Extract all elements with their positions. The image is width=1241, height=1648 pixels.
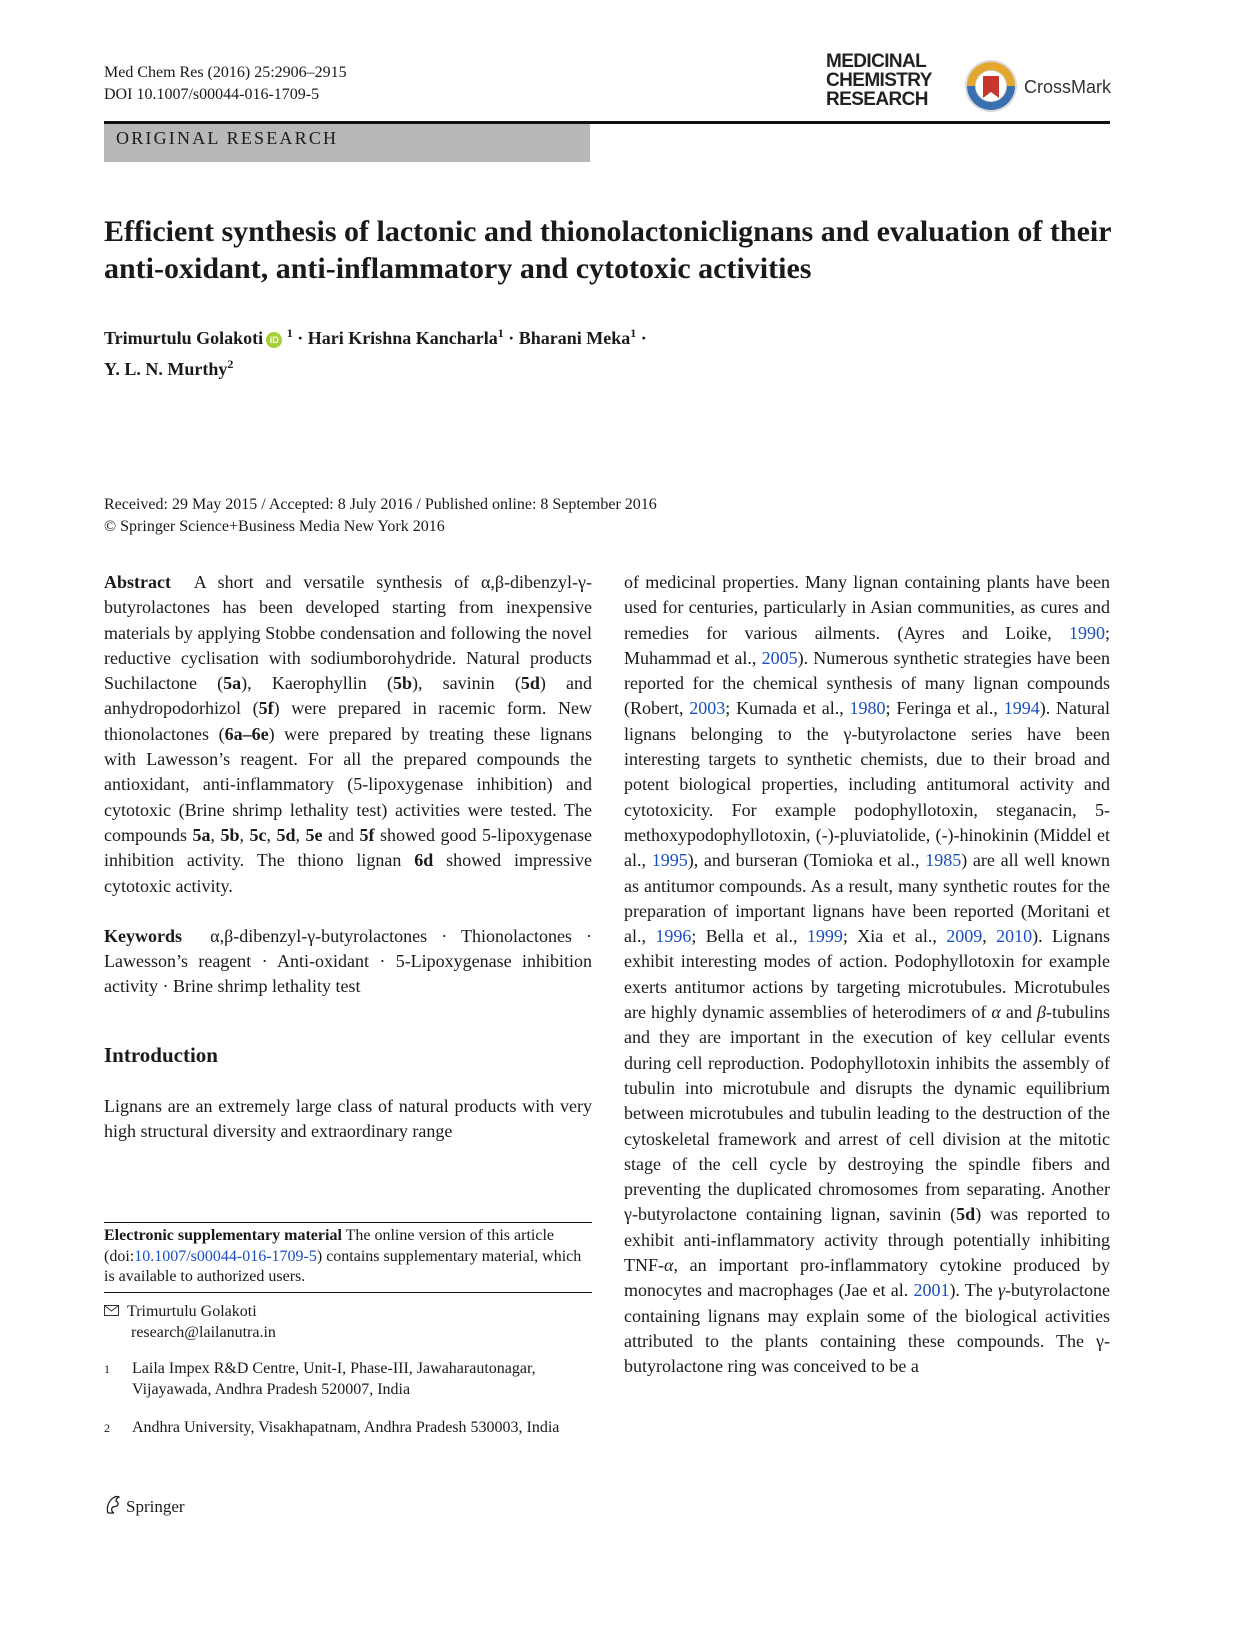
citation-link[interactable]: 1985 xyxy=(925,850,962,871)
keyword-separator: · xyxy=(369,951,396,972)
copyright-line: © Springer Science+Business Media New York 2016 xyxy=(104,518,445,535)
citation-link[interactable]: 2001 xyxy=(913,1280,950,1301)
compound-label: 5c xyxy=(249,824,267,845)
keywords-label: Keywords xyxy=(104,925,182,946)
author-separator: · xyxy=(508,328,515,348)
journal-logo xyxy=(826,52,956,109)
crossmark-icon xyxy=(963,58,1019,114)
text-run: ; Muhammad et al., xyxy=(624,622,1110,668)
text-run: showed good 5-lipoxygenase inhibition activity. The thiono lignan xyxy=(104,824,592,871)
keyword-separator: · xyxy=(571,925,593,946)
springer-horse-icon xyxy=(104,1495,122,1515)
author-affiliation-mark: 2 xyxy=(227,357,234,371)
citation-link[interactable]: 1999 xyxy=(806,926,843,947)
keyword: 5-Lipoxygenase inhibition activity xyxy=(104,951,592,997)
compound-label: 5d xyxy=(520,673,540,694)
affiliation xyxy=(104,1418,592,1439)
compound-label: 5a xyxy=(223,673,242,694)
journal-logo-line: MEDICINAL xyxy=(826,51,927,72)
correspondence xyxy=(104,1302,592,1343)
text-run: , xyxy=(239,824,250,845)
citation-link[interactable]: 1996 xyxy=(655,926,692,947)
citation-link[interactable]: 1994 xyxy=(1003,698,1040,719)
introduction-paragraph: Lignans are an extremely large class of natural products with very high structural diversity and extraordinary range xyxy=(104,1096,592,1142)
compound-label: 5f xyxy=(359,824,375,845)
body-paragraph xyxy=(624,570,1110,1380)
text-run: -butyrolactone containing lignans may explain some of the biological activities attributed to the plants containing these compounds. The γ-butyrolactone ring was conceived to be a xyxy=(624,1280,1111,1377)
text-run: and xyxy=(1000,1002,1037,1023)
footnote-rule xyxy=(104,1222,592,1223)
author-name[interactable]: Y. L. N. Murthy xyxy=(104,359,228,379)
text-run: , xyxy=(295,824,306,845)
text-run: ), savinin ( xyxy=(412,673,521,694)
keyword: Anti-oxidant xyxy=(277,951,369,972)
compound-label: 5f xyxy=(258,698,274,719)
text-run: A short and versatile synthesis of α,β-dibenzyl-γ-butyrolactones has been developed starting from inexpensive materials by applying Stobbe condensation and following the novel reductive cyclisation with sodiumborohydride. Natural products Suchilactone ( xyxy=(104,572,592,694)
article-dates xyxy=(104,494,904,538)
text-run: ). Natural lignans belonging to the γ-butyrolactone series have been interesting targets to synthetic chemists, due to their broad and potent biological properties, including antitumoral activity and cytotoxicity. For example podophyllotoxin, steganacin, 5-methoxypodophyllotoxin, (-)-pluviatolide, (-)-hinokinin (Middel et al., xyxy=(624,698,1111,871)
text-run: ; Kumada et al., xyxy=(725,698,850,719)
author-list xyxy=(104,320,904,382)
text-run: ) was reported to exhibit anti-inflammatory activity through potentially inhibiting TNF- xyxy=(624,1204,1110,1276)
compound-label: 5b xyxy=(220,824,240,845)
affiliation-number: 1 xyxy=(104,1362,110,1376)
author-affiliation-mark: 1 xyxy=(630,326,637,340)
text-run: ) were prepared in racemic form. New thionolactones ( xyxy=(104,698,592,744)
text-run: ) and anhydropodorhizol ( xyxy=(104,673,593,719)
text-run: ). Lignans exhibit interesting modes of action. Podophyllotoxin for example exerts antitumor actions by targeting microtubules. Microtubules are highly dynamic assemblies of heterodimers of xyxy=(624,926,1111,1023)
text-run: , an important pro-inflammatory cytokine produced by monocytes and macrophages (Jae et al. xyxy=(624,1255,1110,1301)
keyword: Thionolactones xyxy=(460,925,572,946)
symbol-text: γ xyxy=(997,1280,1006,1301)
abstract-body xyxy=(104,572,592,896)
journal-logo-line: CHEMISTRY xyxy=(826,70,932,91)
header-citation: Med Chem Res (2016) 25:2906–2915 xyxy=(104,64,347,81)
text-run: ). The xyxy=(949,1280,998,1301)
correspondence-email[interactable]: research@lailanutra.in xyxy=(131,1323,276,1341)
compound-label: 5d xyxy=(276,824,296,845)
compound-label: 6a–6e xyxy=(224,723,269,744)
keywords xyxy=(104,924,592,1000)
author-name[interactable]: Bharani Meka xyxy=(518,328,631,348)
text-run: -tubulins and they are important in the execution of key cellular events during cell reproduction. Podophyllotoxin inhibits the assembly of tubulin into microtubule and disrupts the dynamic equilibrium between microtubules and tubulin leading to the destruction of the cytoskeletal framework and arrest of cell division at the mitotic stage of the cell cycle by destroying the spindle fibers and preventing the duplicated chromosomes from separating. Another γ-butyrolactone containing lignan, savinin ( xyxy=(624,1002,1110,1225)
article-title: Efficient synthesis of lactonic and thionolactoniclignans and evaluation of their anti-oxidant, anti-inflammatory and cytotoxic activities xyxy=(104,215,1112,285)
citation-link[interactable]: 1980 xyxy=(849,698,886,719)
orcid-icon[interactable]: iD xyxy=(266,332,282,348)
journal-logo-line: RESEARCH xyxy=(826,89,928,110)
publisher-name: Springer xyxy=(126,1497,185,1516)
envelope-icon xyxy=(104,1305,119,1316)
text-run: ) are all well known as antitumor compounds. As a result, many synthetic routes for the preparation of important lignans have been reported (Moritani et al., xyxy=(624,850,1110,947)
esm-text: ) contains supplementary material, which is available to authorized users. xyxy=(104,1247,582,1285)
text-run: ; Xia et al., xyxy=(842,926,947,947)
text-run: of medicinal properties. Many lignan containing plants have been used for centuries, particularly in Asian communities, as cures and remedies for various ailments. (Ayres and Loike, xyxy=(624,572,1110,643)
keyword: Lawesson’s reagent xyxy=(104,951,252,972)
keyword-separator: · xyxy=(157,976,173,997)
left-column xyxy=(104,570,592,1145)
affiliation xyxy=(104,1359,592,1400)
text-run: , xyxy=(982,926,997,947)
text-run: ; Bella et al., xyxy=(691,926,807,947)
section-label: ORIGINAL RESEARCH xyxy=(104,124,590,162)
citation-link[interactable]: 1995 xyxy=(651,850,688,871)
affiliation-text: Laila Impex R&D Centre, Unit-I, Phase-III, Jawaharautonagar, Vijayawada, Andhra Pradesh 520007, India xyxy=(132,1360,536,1398)
symbol-text: α xyxy=(664,1255,674,1276)
compound-label: 5e xyxy=(305,824,323,845)
author-name[interactable]: Hari Krishna Kancharla xyxy=(307,328,498,348)
footnote-rule xyxy=(104,1292,592,1293)
text-run: showed impressive cytotoxic activity. xyxy=(104,850,592,896)
citation-link[interactable]: 2003 xyxy=(689,698,726,719)
text-run: ). Numerous synthetic strategies have been reported for the chemical synthesis of many lignan compounds (Robert, xyxy=(624,647,1110,719)
abstract xyxy=(104,570,592,899)
publication-history: Received: 29 May 2015 / Accepted: 8 July 2016 / Published online: 8 September 2016 xyxy=(104,496,657,513)
citation-link[interactable]: 2005 xyxy=(761,647,798,668)
citation-link[interactable]: 2009 xyxy=(946,926,983,947)
author-separator: · xyxy=(640,328,647,348)
keyword-separator: · xyxy=(251,951,277,972)
esm-text: The online version of this article (doi: xyxy=(104,1227,554,1265)
esm-label: Electronic supplementary material xyxy=(104,1227,342,1244)
citation-link[interactable]: 1990 xyxy=(1068,622,1105,643)
crossmark-label[interactable]: CrossMark xyxy=(1024,77,1112,97)
introduction-heading: Introduction xyxy=(104,1042,218,1067)
compound-label: 5b xyxy=(392,673,412,694)
publisher-footer xyxy=(104,1495,185,1517)
electronic-supplementary-material xyxy=(104,1226,592,1288)
author-separator: · xyxy=(297,328,304,348)
symbol-text: β xyxy=(1037,1002,1046,1023)
affiliation-text: Andhra University, Visakhapatnam, Andhra Pradesh 530003, India xyxy=(132,1419,560,1436)
author-affiliation-mark: 1 xyxy=(286,326,293,340)
header-doi[interactable]: DOI 10.1007/s00044-016-1709-5 xyxy=(104,86,320,103)
compound-label: 6d xyxy=(414,850,434,871)
keyword-separator: · xyxy=(427,925,461,946)
esm-doi-link[interactable]: 10.1007/s00044-016-1709-5 xyxy=(134,1247,317,1265)
affiliation-number: 2 xyxy=(104,1421,110,1435)
text-run: and xyxy=(322,824,360,845)
keyword: Brine shrimp lethality test xyxy=(172,976,361,997)
compound-label: 5d xyxy=(956,1204,976,1225)
correspondence-name: Trimurtulu Golakoti xyxy=(127,1303,257,1320)
text-run: ) were prepared by treating these lignans with Lawesson’s reagent. For all the prepared compounds the antioxidant, anti-inflammatory (5-lipoxygenase inhibition) and cytotoxic (Brine shrimp lethality test) activities were tested. The compounds xyxy=(104,723,592,845)
text-run: ), Kaerophyllin ( xyxy=(241,673,393,694)
text-run: , xyxy=(210,824,221,845)
text-run: , xyxy=(266,824,277,845)
author-affiliation-mark: 1 xyxy=(497,326,504,340)
text-run: ; Feringa et al., xyxy=(885,698,1004,719)
abstract-label: Abstract xyxy=(104,572,171,592)
keyword: α,β-dibenzyl-γ-butyrolactones xyxy=(210,925,428,946)
text-run: ), and burseran (Tomioka et al., xyxy=(687,850,926,871)
right-column xyxy=(624,570,1110,1380)
author-name[interactable]: Trimurtulu Golakoti xyxy=(104,328,264,348)
compound-label: 5a xyxy=(192,824,211,845)
citation-link[interactable]: 2010 xyxy=(996,926,1033,947)
symbol-text: α xyxy=(991,1002,1001,1023)
